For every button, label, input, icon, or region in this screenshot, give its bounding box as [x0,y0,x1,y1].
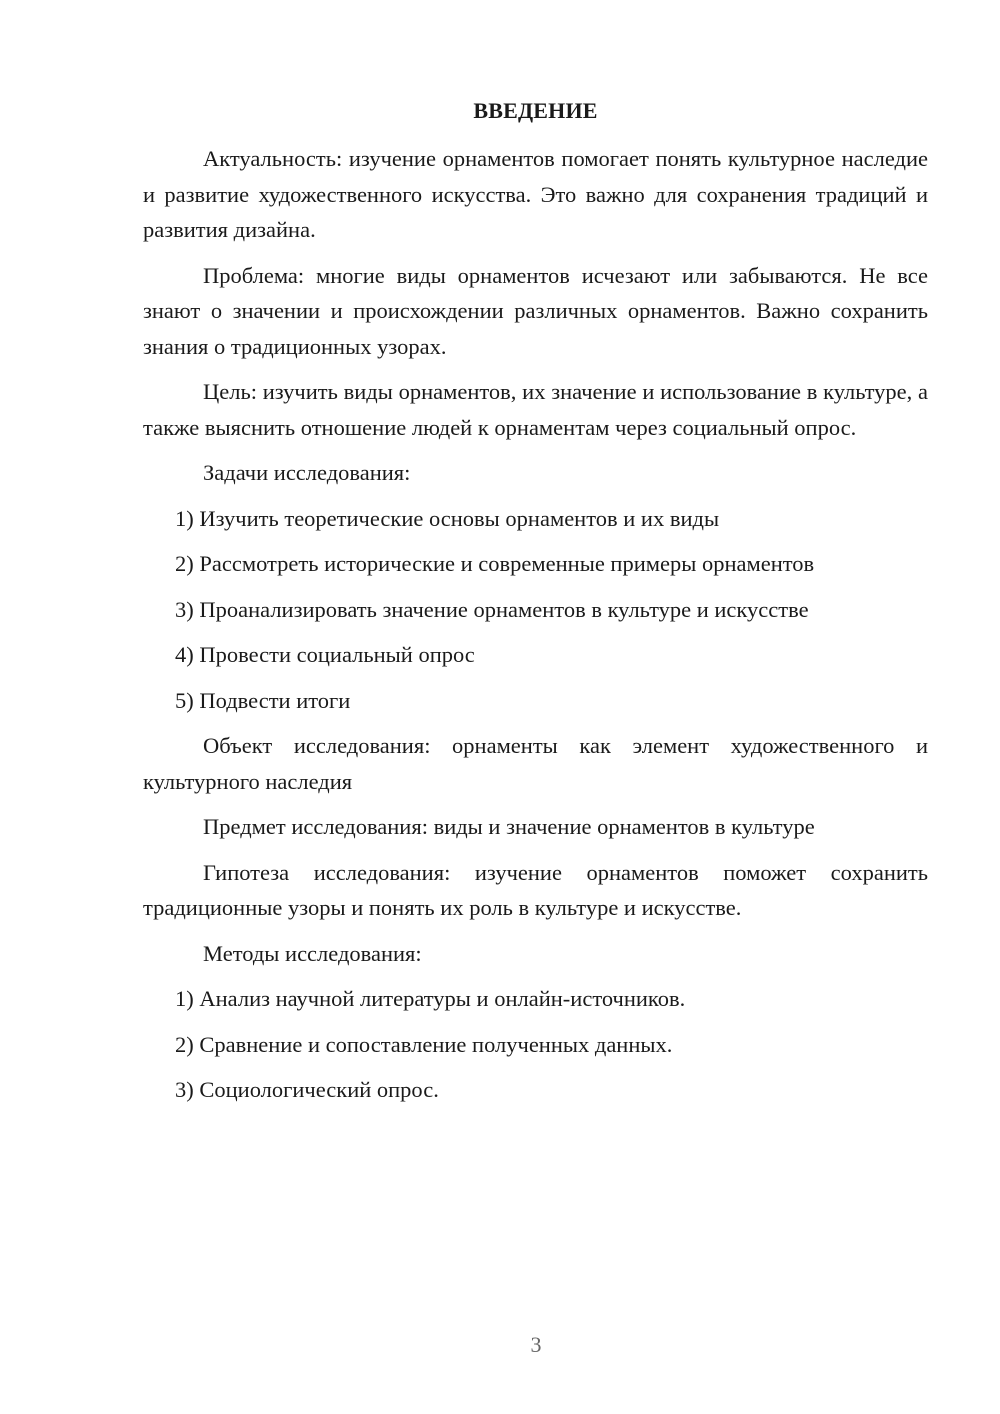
task-item: 4) Провести социальный опрос [175,642,475,667]
method-item: 1) Анализ научной литературы и онлайн-источников. [175,986,686,1011]
task-item: 2) Рассмотреть исторические и современные примеры орнаментов [175,551,815,576]
methods-heading: Методы исследования: [203,940,422,966]
page-number: 3 [530,1332,542,1357]
page-title: ВВЕДЕНИЕ [473,98,598,123]
hypothesis-paragraph: Гипотеза исследования: изучение орнаментов поможет сохранить традиционные узоры и понять их роль в культуре и искусстве. [143,859,928,920]
task-item: 5) Подвести итоги [175,687,351,713]
method-item: 2) Сравнение и сопоставление полученных данных. [175,1031,673,1057]
document-page [143,95,928,1118]
object-paragraph: Объект исследования: орнаменты как элемент художественного и культурного наследия [143,733,928,794]
tasks-heading: Задачи исследования: [203,460,411,485]
task-item: 3) Проанализировать значение орнаментов в культуре и искусстве [175,596,809,622]
goal-paragraph: Цель: изучить виды орнаментов, их значение и использование в культуре, а также выяснить отношение людей к орнаментам через социальный опрос. [143,379,928,440]
task-item: 1) Изучить теоретические основы орнаментов и их виды [175,505,720,531]
method-item: 3) Социологический опрос. [175,1077,439,1102]
relevance-paragraph: Актуальность: изучение орнаментов помогает понять культурное наследие и развитие художественного искусства. Это важно для сохранения традиций и развития дизайна. [143,146,928,242]
subject-paragraph: Предмет исследования: виды и значение орнаментов в культуре [203,814,815,839]
problem-paragraph: Проблема: многие виды орнаментов исчезают или забываются. Не все знают о значении и происхождении различных орнаментов. Важно сохранить знания о традиционных узорах. [143,262,928,359]
